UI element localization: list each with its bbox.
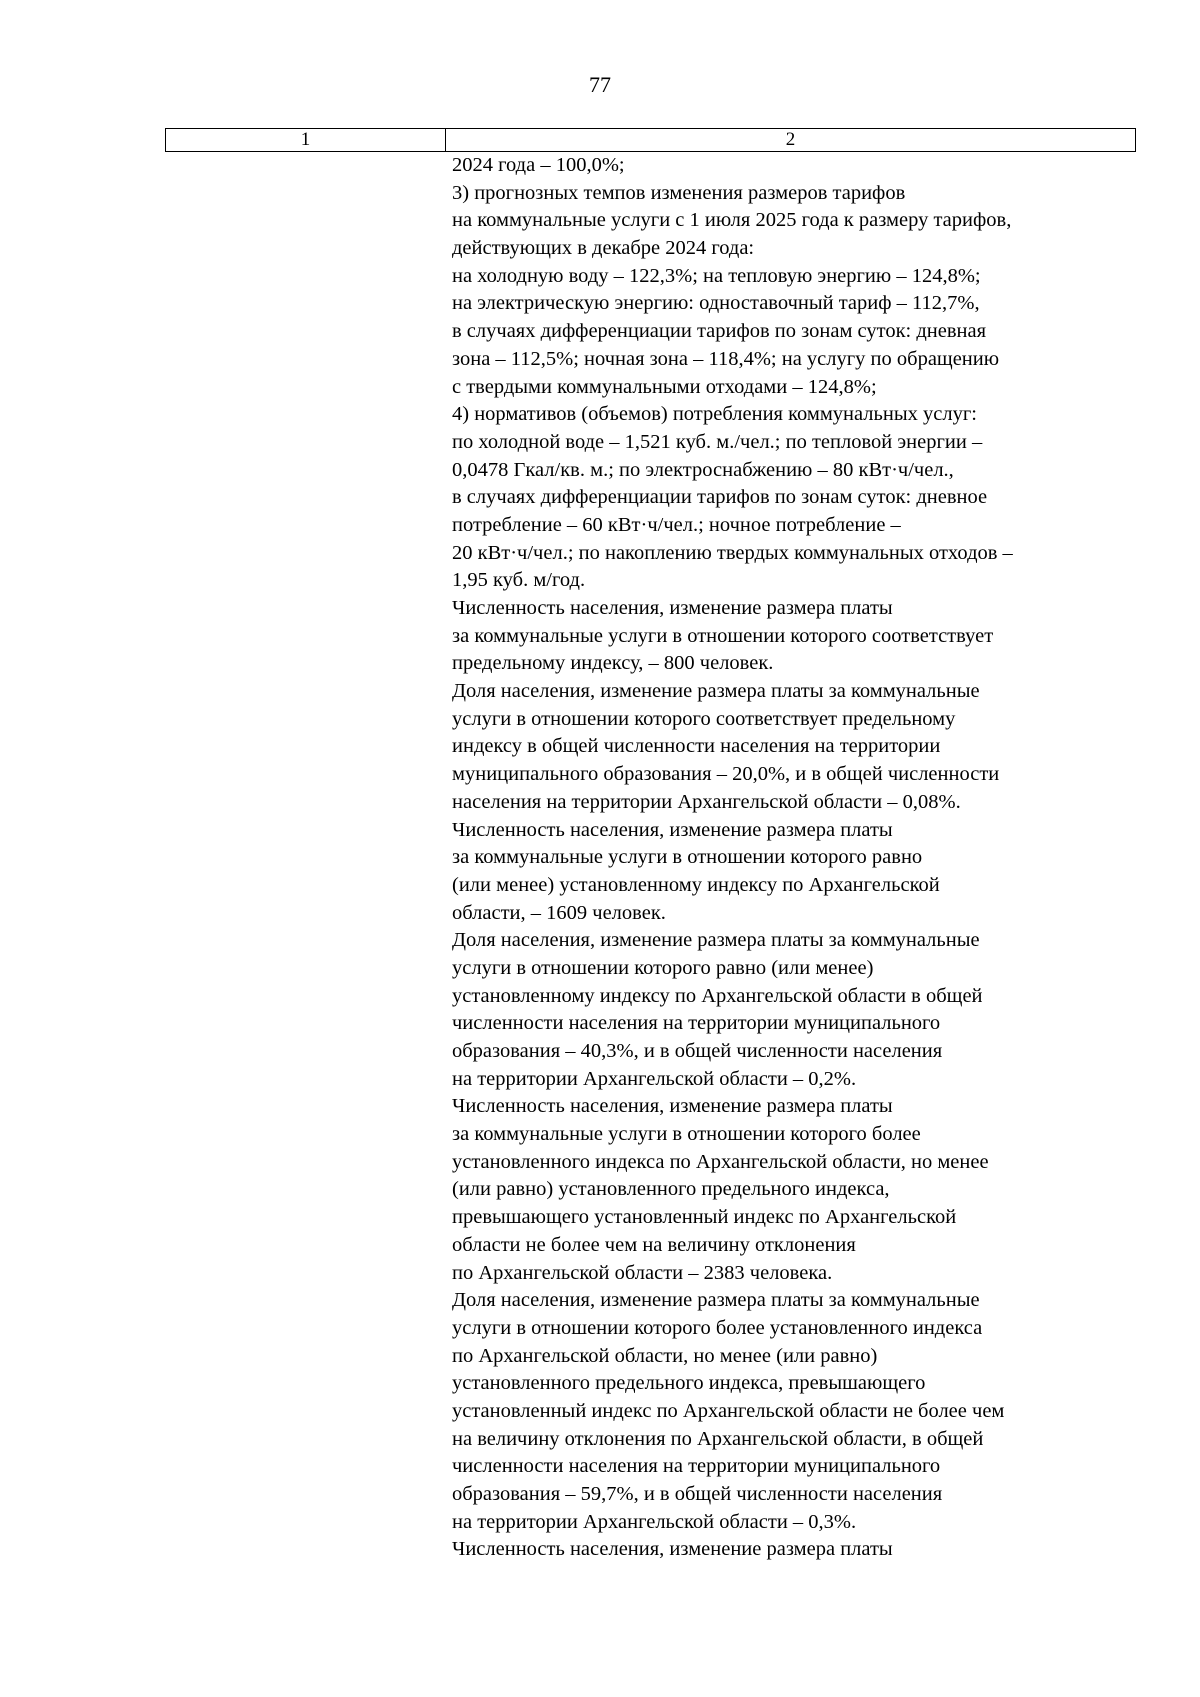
- text-line: 0,0478 Гкал/кв. м.; по электроснабжению – 80 кВт·ч/чел.,: [452, 458, 954, 481]
- text-line: Численность населения, изменение размера платы: [452, 597, 893, 619]
- text-line: предельному индексу, – 800 человек.: [452, 652, 774, 675]
- text-line: Доля населения, изменение размера платы за коммунальные: [452, 680, 980, 703]
- text-line: образования – 59,7%, и в общей численности населения: [452, 1483, 943, 1505]
- table-header-row: [165, 128, 1136, 152]
- text-line: в случаях дифференциации тарифов по зонам суток: дневная: [452, 320, 987, 343]
- text-line: муниципального образования – 20,0%, и в общей численности: [452, 763, 1000, 786]
- text-line: установленного предельного индекса, превышающего: [452, 1372, 926, 1395]
- text-line: превышающего установленный индекс по Архангельской: [452, 1206, 957, 1229]
- text-line: 4) нормативов (объемов) потребления коммунальных услуг:: [452, 403, 977, 426]
- page-number: 77: [589, 72, 611, 97]
- text-line: с твердыми коммунальными отходами – 124,8%;: [452, 375, 877, 398]
- text-line: по Архангельской области – 2383 человека.: [452, 1261, 833, 1284]
- text-line: установленный индекс по Архангельской области не более чем: [452, 1399, 1005, 1422]
- text-line: Доля населения, изменение размера платы за коммунальные: [452, 929, 980, 952]
- text-line: установленному индексу по Архангельской области в общей: [452, 984, 983, 1007]
- table-header-col-2: 2: [785, 129, 796, 150]
- text-line: услуги в отношении которого равно (или менее): [452, 956, 874, 979]
- text-line: действующих в декабре 2024 года:: [452, 237, 755, 260]
- text-line: услуги в отношении которого более установленного индекса: [452, 1316, 983, 1339]
- text-line: Доля населения, изменение размера платы за коммунальные: [452, 1289, 980, 1312]
- text-line: на коммунальные услуги с 1 июля 2025 года к размеру тарифов,: [452, 209, 1012, 232]
- text-line: Численность населения, изменение размера платы: [452, 1095, 893, 1118]
- text-line: по холодной воде – 1,521 куб. м./чел.; по тепловой энергии –: [452, 430, 983, 453]
- table-cell-col-2-text: [452, 152, 1142, 1564]
- text-line: за коммунальные услуги в отношении которого соответствует: [452, 624, 994, 647]
- text-line: (или равно) установленного предельного индекса,: [452, 1178, 890, 1201]
- text-line: 2024 года – 100,0%;: [452, 154, 625, 176]
- text-line: зона – 112,5%; ночная зона – 118,4%; на услугу по обращению: [452, 347, 1000, 370]
- text-line: за коммунальные услуги в отношении которого равно: [452, 846, 923, 869]
- text-line: индексу в общей численности населения на территории: [452, 735, 941, 758]
- text-line: 1,95 куб. м/год.: [452, 569, 586, 592]
- text-line: образования – 40,3%, и в общей численности населения: [452, 1040, 943, 1062]
- text-line: по Архангельской области, но менее (или равно): [452, 1344, 878, 1367]
- text-line: (или менее) установленному индексу по Архангельской: [452, 873, 940, 896]
- text-line: услуги в отношении которого соответствует предельному: [452, 707, 956, 730]
- text-line: на величину отклонения по Архангельской области, в общей: [452, 1427, 984, 1450]
- text-line: на электрическую энергию: одноставочный тариф – 112,7%,: [452, 292, 980, 315]
- text-line: за коммунальные услуги в отношении которого более: [452, 1123, 921, 1146]
- text-line: в случаях дифференциации тарифов по зонам суток: дневное: [452, 486, 988, 509]
- text-line: Численность населения, изменение размера платы: [452, 818, 893, 841]
- text-line: установленного индекса по Архангельской области, но менее: [452, 1150, 989, 1173]
- table-header-col-1: 1: [166, 129, 446, 151]
- text-line: 20 кВт·ч/чел.; по накоплению твердых коммунальных отходов –: [452, 541, 1013, 564]
- text-line: на холодную воду – 122,3%; на тепловую энергию – 124,8%;: [452, 264, 981, 287]
- text-line: численности населения на территории муниципального: [452, 1455, 941, 1478]
- text-line: на территории Архангельской области – 0,3%.: [452, 1510, 857, 1533]
- text-line: потребление – 60 кВт·ч/чел.; ночное потребление –: [452, 513, 901, 536]
- text-line: области не более чем на величину отклонения: [452, 1233, 856, 1256]
- text-line: области, – 1609 человек.: [452, 901, 666, 924]
- text-line: населения на территории Архангельской области – 0,08%.: [452, 790, 961, 813]
- text-line: численности населения на территории муниципального: [452, 1012, 941, 1035]
- text-line: на территории Архангельской области – 0,2%.: [452, 1067, 857, 1090]
- text-line: 3) прогнозных темпов изменения размеров тарифов: [452, 181, 906, 204]
- text-line: Численность населения, изменение размера платы: [452, 1538, 893, 1561]
